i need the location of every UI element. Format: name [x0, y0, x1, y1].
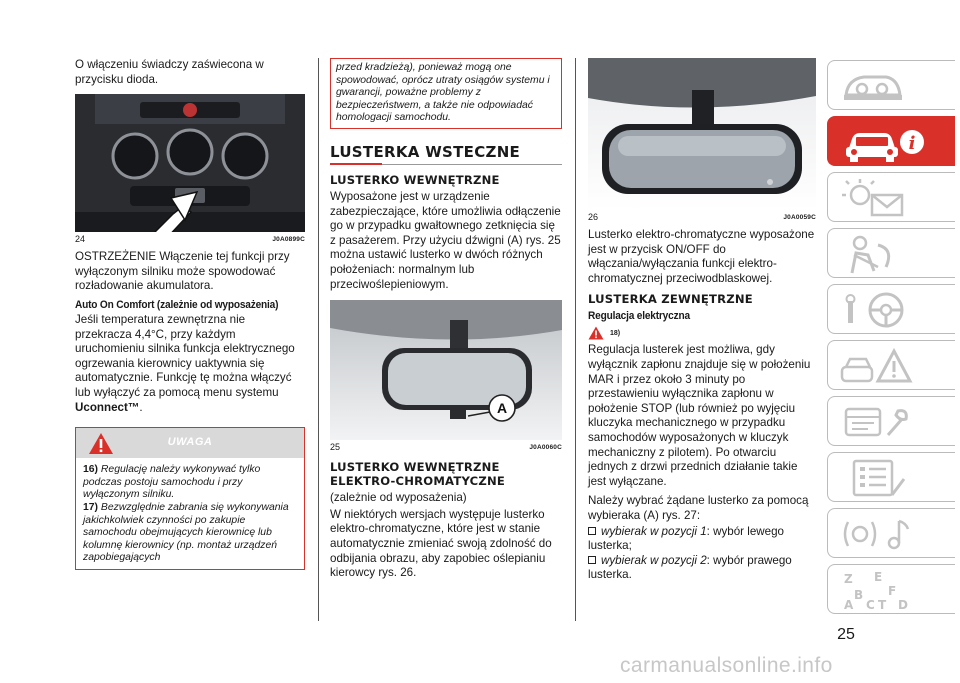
subheading-line-1: LUSTERKO WEWNĘTRZNE [330, 460, 500, 475]
figure-number: 24 [75, 234, 86, 245]
subheading-interior-mirror: LUSTERKO WEWNĘTRZNE [330, 172, 500, 187]
svg-text:A: A [844, 598, 854, 611]
column-right [588, 58, 816, 583]
tab-safety[interactable] [827, 228, 955, 278]
emergency-triangle-icon [838, 345, 918, 387]
warning-continuation-box: przed kradzieżą), ponieważ mogą one spowodować, oprócz utraty osiągów systemu i gwarancji, poważne problemy z bezpieczeństwem, a także nie odpowiadać homologacji samochodu. [330, 58, 562, 129]
tab-index[interactable] [827, 564, 955, 614]
equipment-note: (zależnie od wyposażenia) [330, 491, 467, 505]
electric-adjustment-subheading: Regulacja elektryczna [588, 310, 690, 323]
car-info-icon [838, 121, 928, 163]
column-divider-1 [318, 58, 319, 621]
svg-text:C: C [866, 598, 875, 611]
tab-technical-data[interactable] [827, 452, 955, 502]
svg-text:F: F [888, 584, 897, 598]
svg-text:D: D [898, 598, 908, 611]
bullet-item-position-2 [588, 554, 816, 583]
multimedia-connect-icon [838, 513, 918, 555]
interior-mirror-text: Wyposażone jest w urządzenie zabezpieczające, które umożliwia odłączenie go w przypadku gwałtownego zetknięcia się z pasażerem. Przy użyciu dźwigni (A) rys. 25 można ustawić lusterko w dwóch różnych położeniach: normalnym lub przeciwoślepieniowym. [330, 189, 561, 291]
tab-emergency[interactable] [827, 340, 955, 390]
figure-24-caption [75, 234, 305, 244]
bullet-square-icon [588, 556, 596, 564]
warning-number: 17) [83, 501, 99, 513]
figure-code: J0A0060C [529, 444, 562, 452]
maintenance-wrench-icon [838, 401, 918, 443]
column-divider-2 [575, 58, 576, 621]
adjustment-text: Regulacja lusterek jest możliwa, gdy wyłącznik zapłonu znajduje się w położeniu MAR i przez około 3 minuty po przestawieniu wyłącznika zapłonu w położenie STOP (lub również po wyjęciu kluczyka mechanicznego w przypadku samochodów wyposażonych w kluczyk mechaniczny z pilotem). Po otwarciu jednych z drzwi przednich działanie takie jest wyłączane. [588, 343, 811, 488]
airbag-safety-icon [838, 233, 908, 275]
electrochromic-text: W niektórych wersjach występuje lusterko elektro-chromatyczne, które jest w stanie automatycznie zmieniać swoją zdolność do odbijania obrazu, aby zapobiec oślepianiu kierowcy rys. 26. [330, 507, 552, 580]
svg-text:T: T [878, 598, 887, 611]
car-dashboard-icon [838, 65, 908, 107]
warning-title: UWAGA [167, 436, 213, 449]
figure-number: 26 [588, 212, 599, 222]
page-number: 25 [837, 626, 855, 643]
tab-car-info[interactable] [827, 116, 955, 166]
warning-reference-number: 18) [610, 329, 621, 337]
figure-code: J0A0059C [783, 214, 816, 221]
svg-text:B: B [854, 588, 864, 602]
alphabet-index-icon [838, 569, 918, 611]
figure-25-interior-mirror-photo [330, 300, 562, 440]
tab-multimedia[interactable] [827, 508, 955, 558]
subheading-electrochromic-mirror [330, 460, 562, 488]
bullet-item-position-1 [588, 525, 816, 554]
section-heading-rear-mirrors: LUSTERKA WSTECZNE [330, 143, 562, 165]
bullet-square-icon [588, 527, 596, 535]
svg-text:E: E [874, 570, 883, 584]
bullet-text: : wybór lewego lusterka; [588, 524, 785, 553]
warning-text: Bezwzględnie zabrania się wykonywania jakichkolwiek czynności po zakupie samochodu obejmujących kierownicę lub kolumnę kierownicy (np. montaż urządzeń zapobiegających [83, 501, 289, 564]
warning-triangle-icon [588, 326, 604, 340]
bullet-italic: wybierak w pozycji 1 [601, 524, 707, 538]
subheading-line-2: ELEKTRO-CHROMATYCZNE [330, 474, 505, 489]
column-middle [330, 58, 562, 586]
warning-reference [588, 326, 816, 340]
warning-number: 16) [83, 464, 99, 476]
checklist-specs-icon [838, 457, 918, 499]
figure-25-caption [330, 442, 562, 452]
auto-on-comfort-text: Jeśli temperatura zewnętrzna nie przekracza 4,4°C, przy każdym uruchomieniu silnika funkcja elektrycznego ogrzewania kierownicy uaktywnia się automatycznie. Funkcję tę można włączyć lub wyłączyć za pomocą menu systemu Uconnect™. [75, 312, 295, 414]
selector-text: Należy wybrać żądane lusterko za pomocą wybieraka (A) rys. 27: [588, 494, 809, 522]
warning-header [76, 428, 304, 458]
warning-body [76, 458, 304, 569]
tab-starting-driving[interactable] [827, 284, 955, 334]
figure-26-electrochromic-mirror-photo [588, 58, 816, 210]
column-left [75, 58, 305, 570]
warning-light-message-icon [838, 177, 918, 219]
warning-text: Regulację należy wykonywać tylko podczas postoju samochodu i przy wyłączonym silniku. [83, 464, 261, 501]
electrochromic-button-text: Lusterko elektro-chromatyczne wyposażone jest w przycisk ON/OFF do włączania/wyłączania funkcji elektro-chromatycznej przeciwodblaskowej. [588, 228, 815, 285]
subheading-exterior-mirrors: LUSTERKA ZEWNĘTRZNE [588, 292, 753, 307]
tab-maintenance[interactable] [827, 396, 955, 446]
steering-wheel-driving-icon [838, 289, 918, 331]
tab-dashboard[interactable] [827, 60, 955, 110]
figure-26-caption [588, 212, 816, 222]
tab-warning-lights[interactable] [827, 172, 955, 222]
auto-on-comfort-subheading: Auto On Comfort (zależnie od wyposażenia) [75, 298, 279, 311]
watermark: carmanualsonline.info [620, 654, 833, 677]
warning-item-16 [83, 464, 297, 502]
warning-item-17 [83, 502, 297, 565]
caution-text: OSTRZEŻENIE Włączenie tej funkcji przy wyłączonym silniku może spowodować rozładowanie akumulatora. [75, 250, 290, 293]
figure-code: J0A0899C [272, 236, 305, 244]
figure-number: 25 [330, 442, 341, 453]
intro-text: O włączeniu świadczy zaświecona w przycisku dioda. [75, 58, 264, 86]
warning-box [75, 427, 305, 570]
uconnect-brand: Uconnect™ [75, 400, 140, 414]
figure-24-heated-steering-button-photo [75, 94, 305, 232]
svg-text:Z: Z [844, 572, 853, 586]
chapter-tabs [827, 60, 957, 620]
figure-25-callout-a: A [496, 400, 508, 417]
bullet-text: : wybór prawego lusterka. [588, 553, 792, 582]
svg-text:i: i [908, 133, 916, 154]
bullet-italic: wybierak w pozycji 2 [601, 553, 707, 567]
auto-on-comfort-body: Jeśli temperatura zewnętrzna nie przekracza 4,4°C, przy każdym uruchomieniu silnika funkcja elektrycznego ogrzewania kierownicy uaktywnia się automatycznie. Funkcję tę można włączyć lub wyłączyć za pomocą menu systemu [75, 312, 295, 399]
